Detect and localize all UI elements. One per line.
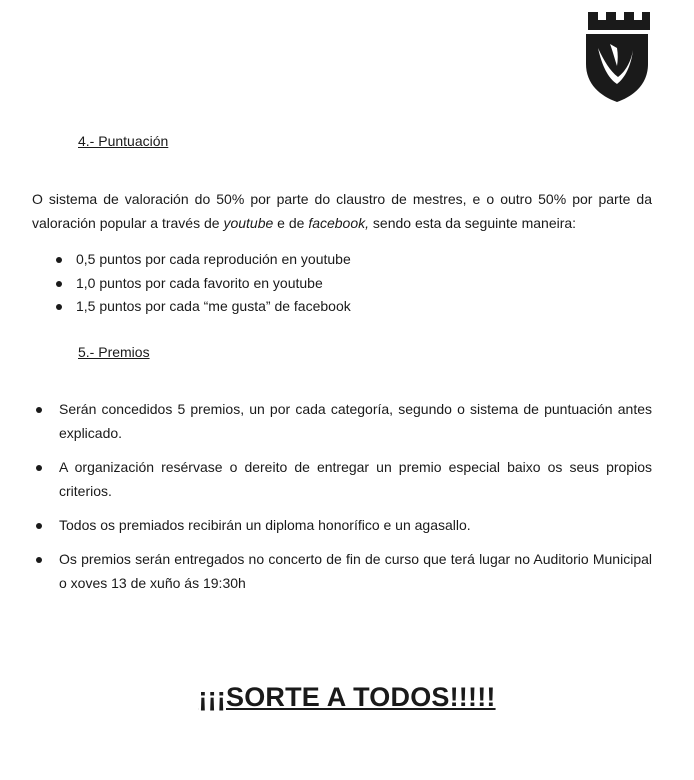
list-item xyxy=(52,272,351,296)
section-heading-premios: 5.- Premios xyxy=(78,344,150,360)
facebook-word: facebook, xyxy=(308,215,370,231)
bullet-icon xyxy=(56,304,62,310)
closing-slogan: ¡¡¡SORTE A TODOS!!!!! xyxy=(198,682,496,712)
list-item-text: Todos os premiados recibirán un diploma honorífico e un agasallo. xyxy=(59,517,471,533)
list-item xyxy=(32,455,652,503)
list-item-text: Serán concedidos 5 premios, un por cada categoría, segundo o sistema de puntuación antes explicado. xyxy=(59,401,652,441)
list-item xyxy=(32,547,652,595)
paragraph-text-part: e de xyxy=(273,215,309,231)
section-heading-puntuacion: 4.- Puntuación xyxy=(78,133,169,149)
bullet-icon xyxy=(36,557,42,563)
list-item xyxy=(32,397,652,445)
paragraph-text-part: sendo esta da seguinte maneira: xyxy=(369,215,577,231)
list-item-text: A organización resérvase o dereito de entregar un premio especial baixo os seus propios criterios. xyxy=(59,459,652,499)
prizes-list xyxy=(32,397,652,605)
bullet-icon xyxy=(56,281,62,287)
castle-shield-logo-icon xyxy=(584,8,650,102)
bullet-icon xyxy=(56,257,62,263)
paragraph-text-part: O sistema de valoración do 50% por parte do claustro de mestres, e o outro 50% por parte da valoración popular a través de xyxy=(32,191,652,231)
list-item-text: 1,5 puntos por cada “me gusta” de facebook xyxy=(76,298,351,314)
list-item-text: Os premios serán entregados no concerto de fin de curso que terá lugar no Auditorio Municipal o xoves 13 de xuño ás 19:30h xyxy=(59,551,652,591)
scoring-paragraph xyxy=(32,187,652,235)
bullet-icon xyxy=(36,407,42,413)
scoring-list xyxy=(52,248,351,319)
list-item-text: 1,0 puntos por cada favorito en youtube xyxy=(76,274,323,291)
list-item xyxy=(52,295,351,319)
list-item-text: 0,5 puntos por cada reprodución en youtube xyxy=(76,251,351,267)
list-item xyxy=(52,248,351,272)
bullet-icon xyxy=(36,523,42,529)
bullet-icon xyxy=(36,465,42,471)
youtube-word: youtube xyxy=(223,215,274,231)
list-item xyxy=(32,513,652,537)
